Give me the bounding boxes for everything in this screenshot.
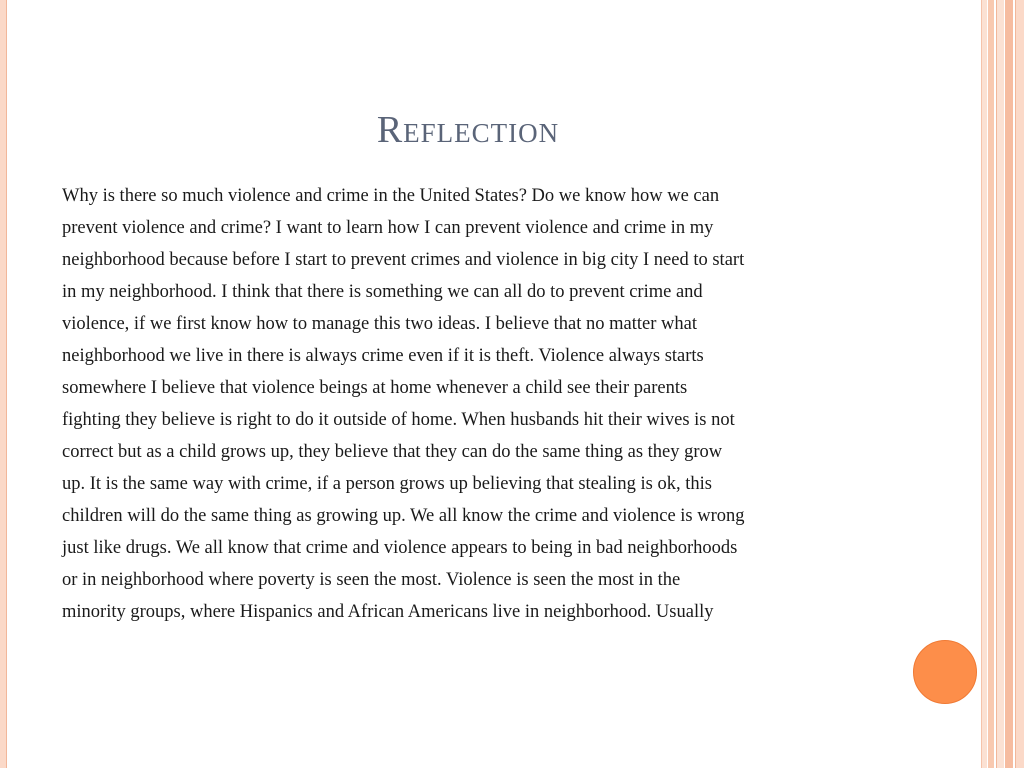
body-line: Why is there so much violence and crime in the United States? Do we know how we can	[62, 186, 720, 206]
body-line: just like drugs. We all know that crime and violence appears to being in bad neighborhoods	[62, 538, 738, 558]
orange-circle-decoration	[913, 640, 977, 704]
right-stripe-decoration	[1005, 0, 1013, 768]
body-line: fighting they believe is right to do it outside of home. When husbands hit their wives is not	[62, 410, 735, 430]
slide-title: Reflection	[376, 109, 560, 151]
slide-body	[62, 184, 892, 632]
right-stripe-decoration	[981, 0, 987, 768]
body-line: in my neighborhood. I think that there is something we can all do to prevent crime and	[62, 282, 703, 302]
body-line: minority groups, where Hispanics and African Americans live in neighborhood. Usually	[62, 602, 714, 622]
body-line: somewhere I believe that violence beings at home whenever a child see their parents	[62, 378, 688, 398]
right-stripe-decoration	[1015, 0, 1024, 768]
body-line: or in neighborhood where poverty is seen the most. Violence is seen the most in the	[62, 570, 681, 590]
body-line: correct but as a child grows up, they believe that they can do the same thing as they grow	[62, 442, 723, 462]
body-line: neighborhood we live in there is always crime even if it is theft. Violence always starts	[62, 346, 704, 366]
body-line: neighborhood because before I start to prevent crimes and violence in big city I need to start	[62, 250, 745, 270]
right-stripe-decoration	[996, 0, 1004, 768]
body-line: up. It is the same way with crime, if a person grows up believing that stealing is ok, this	[62, 474, 712, 494]
body-line: violence, if we first know how to manage this two ideas. I believe that no matter what	[62, 314, 697, 334]
body-line: children will do the same thing as growing up. We all know the crime and violence is wrong	[62, 506, 745, 526]
right-stripe-decoration	[988, 0, 994, 768]
body-line: prevent violence and crime? I want to learn how I can prevent violence and crime in my	[62, 218, 714, 238]
